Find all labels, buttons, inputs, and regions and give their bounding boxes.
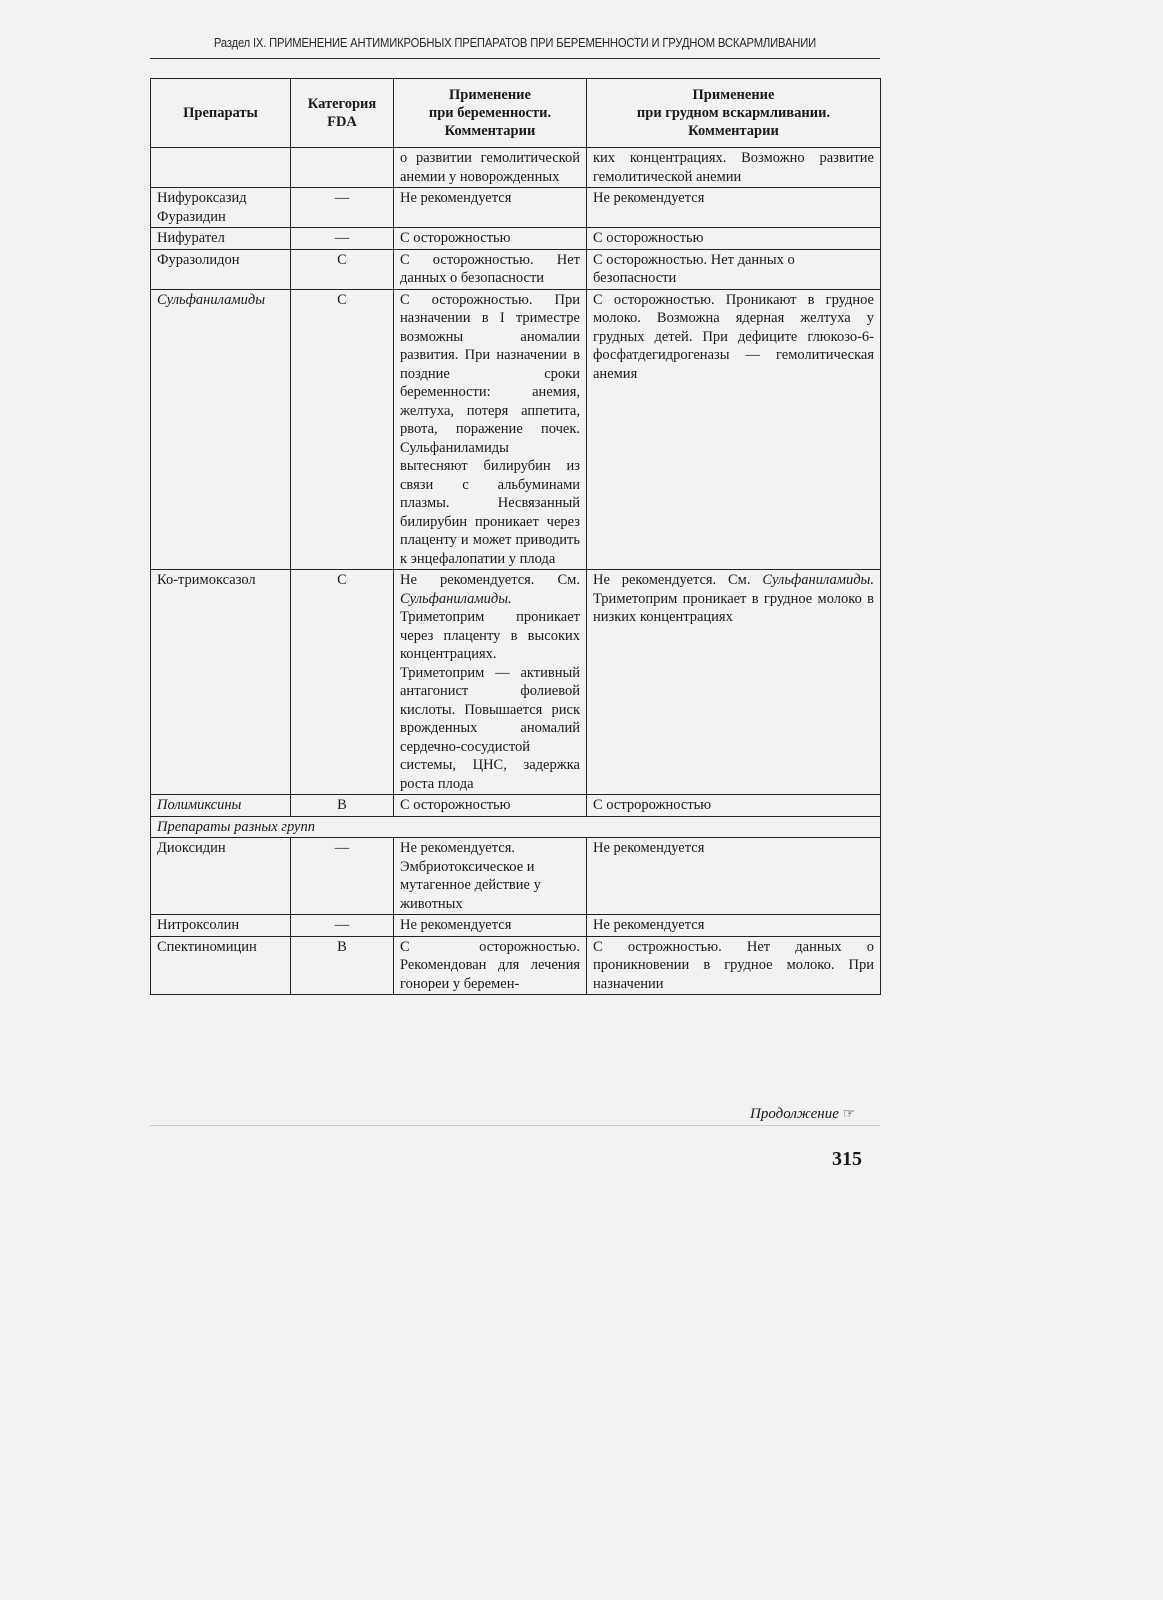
table-row <box>151 936 881 995</box>
running-header: Раздел IX. ПРИМЕНЕНИЕ АНТИМИКРОБНЫХ ПРЕПАРАТОВ ПРИ БЕРЕМЕННОСТИ И ГРУДНОМ ВСКАРМЛИВАНИИ <box>213 36 817 50</box>
drug-table <box>150 78 881 995</box>
bottom-rule <box>150 1125 880 1126</box>
drug-cell: Спектиномицин <box>151 936 291 995</box>
drug-cell: Нитроксолин <box>151 915 291 937</box>
pregnancy-cell: С осторожностью. При назначении в I триместре возможны аномалии развития. При назначении в поздние сроки беременности: анемия, желтуха, потеря аппетита, рвота, поражение почек. Сульфаниламиды вытесняют билирубин из связи с альбуминами плазмы. Несвязанный билирубин проникает через плаценту и может приводить к энцефалопатии у плода <box>394 289 587 570</box>
breastfeeding-cell: Не рекомендуется <box>587 838 881 915</box>
fda-cell: — <box>291 228 394 250</box>
pregnancy-cell: С осторожностью <box>394 228 587 250</box>
drug-cell: Полимиксины <box>151 795 291 817</box>
fda-cell: — <box>291 838 394 915</box>
breastfeeding-cell: С осторожностью. Проникают в грудное молоко. Возможна ядерная желтуха у грудных детей. При дефиците глюкозо-6-фосфатдегидрогеназы — гемолитическая анемия <box>587 289 881 570</box>
drug-cell: Нифурател <box>151 228 291 250</box>
fda-cell: B <box>291 795 394 817</box>
table-row <box>151 838 881 915</box>
table-row <box>151 148 881 188</box>
breastfeeding-cell: С осторожностью <box>587 228 881 250</box>
breastfeeding-cell: Не рекомендуется. См. Сульфаниламиды. Триметоприм проникает в грудное молоко в низких концентрациях <box>587 570 881 795</box>
pregnancy-cell: о развитии гемолитической анемии у новорожденных <box>394 148 587 188</box>
col-header-fda: Категория FDA <box>291 79 394 148</box>
drug-cell: Диоксидин <box>151 838 291 915</box>
table-row <box>151 228 881 250</box>
pregnancy-cell: С осторожностью <box>394 795 587 817</box>
fda-cell <box>291 148 394 188</box>
fda-cell: — <box>291 915 394 937</box>
col-header-drug: Препараты <box>151 79 291 148</box>
pointing-hand-icon: ☞ <box>842 1107 856 1122</box>
pregnancy-cell: Не рекомендуется <box>394 915 587 937</box>
drug-cell: Сульфаниламиды <box>151 289 291 570</box>
pregnancy-cell: Не рекомендуется. Эмбриотоксическое и мутагенное действие у животных <box>394 838 587 915</box>
drug-cell: Фуразолидон <box>151 249 291 289</box>
fda-cell: C <box>291 249 394 289</box>
table-row <box>151 795 881 817</box>
breastfeeding-cell: С осторожностью. Нет данных о безопасности <box>587 249 881 289</box>
table-row <box>151 249 881 289</box>
continuation-note <box>750 1106 855 1123</box>
table-row <box>151 289 881 570</box>
section-title: Препараты разных групп <box>151 816 881 838</box>
breastfeeding-cell: С острожностью. Нет данных о проникновении в грудное молоко. При назначении <box>587 936 881 995</box>
pregnancy-cell: С осторожностью. Рекомендован для лечения гонореи у беремен- <box>394 936 587 995</box>
table-row <box>151 570 881 795</box>
continuation-label: Продолжение <box>750 1106 839 1122</box>
pregnancy-cell: С осторожностью. Нет данных о безопасности <box>394 249 587 289</box>
drug-cell: Ко-тримоксазол <box>151 570 291 795</box>
drug-cell: Нифуроксазид Фуразидин <box>151 188 291 228</box>
table-row <box>151 915 881 937</box>
pregnancy-cell: Не рекомендуется. См. Сульфаниламиды. Триметоприм проникает через плаценту в высоких концентрациях. Триметоприм — активный антагонист фолиевой кислоты. Повышается риск врожденных аномалий сердечно-сосудистой системы, ЦНС, задержка роста плода <box>394 570 587 795</box>
pregnancy-cell: Не рекомендуется <box>394 188 587 228</box>
drug-cell <box>151 148 291 188</box>
breastfeeding-cell: ких концентрациях. Возможно развитие гемолитической анемии <box>587 148 881 188</box>
fda-cell: C <box>291 289 394 570</box>
col-header-pregnancy: Применение при беременности. Комментарии <box>394 79 587 148</box>
section-row <box>151 816 881 838</box>
fda-cell: B <box>291 936 394 995</box>
header-rule <box>150 58 880 59</box>
col-header-breastfeeding: Применение при грудном вскармливании. Комментарии <box>587 79 881 148</box>
breastfeeding-cell: С остророжностью <box>587 795 881 817</box>
table-row <box>151 188 881 228</box>
fda-cell: — <box>291 188 394 228</box>
table-header-row <box>151 79 881 148</box>
page-number: 315 <box>832 1148 862 1170</box>
breastfeeding-cell: Не рекомендуется <box>587 915 881 937</box>
fda-cell: C <box>291 570 394 795</box>
breastfeeding-cell: Не рекомендуется <box>587 188 881 228</box>
